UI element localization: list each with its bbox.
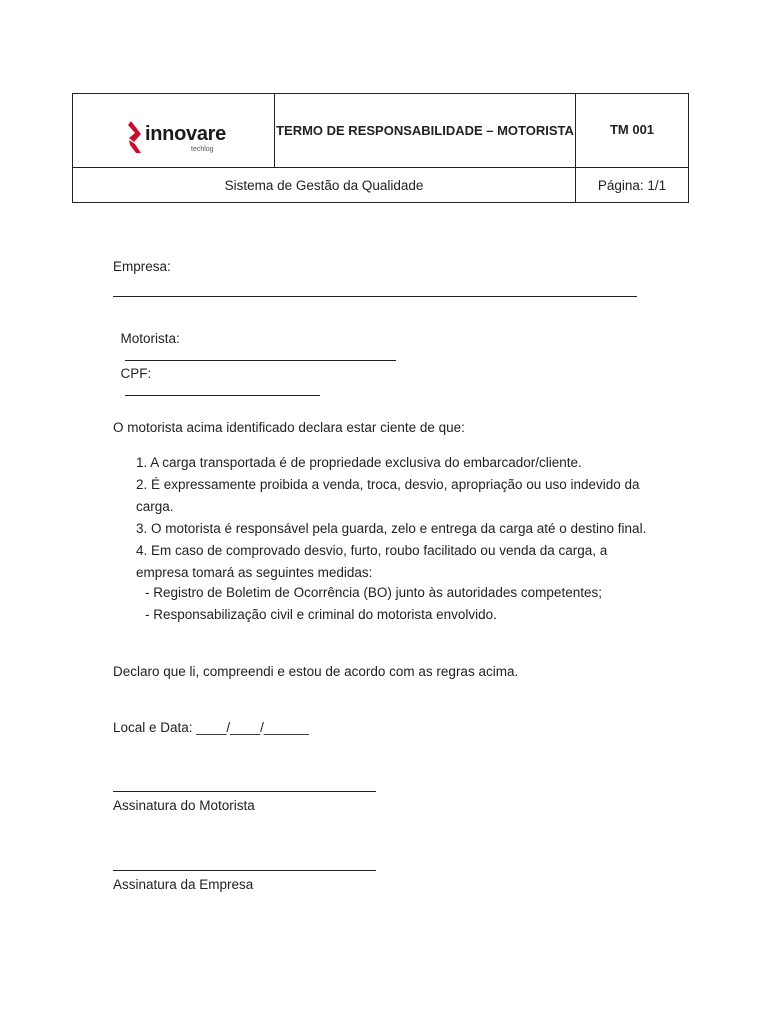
driver-signature-label: Assinatura do Motorista <box>113 798 255 813</box>
measure-item: - Responsabilização civil e criminal do motorista envolvido. <box>145 607 497 622</box>
list-item: 3. O motorista é responsável pela guarda, zelo e entrega da carga até o destino final. <box>136 521 647 536</box>
logo-cell <box>73 94 275 168</box>
page-number: Página: 1/1 <box>576 168 689 203</box>
document-code: TM 001 <box>576 94 689 168</box>
logo-subtext: techlog <box>191 146 214 153</box>
company-signature-line[interactable] <box>113 856 376 871</box>
quality-system-label: Sistema de Gestão da Qualidade <box>73 168 576 203</box>
empresa-label: Empresa: <box>113 259 171 274</box>
company-signature-label: Assinatura da Empresa <box>113 877 254 892</box>
driver-signature-line[interactable] <box>113 777 376 792</box>
measure-item: - Registro de Boletim de Ocorrência (BO) junto às autoridades competentes; <box>145 585 602 600</box>
intro-text: O motorista acima identificado declara estar ciente de que: <box>113 420 465 435</box>
empresa-field[interactable] <box>113 282 637 297</box>
list-item: 4. Em caso de comprovado desvio, furto, roubo facilitado ou venda da carga, a empresa tomará as seguintes medidas: <box>136 543 608 580</box>
cpf-field[interactable] <box>125 381 320 396</box>
list-item: 1. A carga transportada é de propriedade exclusiva do embarcador/cliente. <box>136 455 582 470</box>
list-item: 2. É expressamente proibida a venda, troca, desvio, apropriação ou uso indevido da carga. <box>136 477 640 514</box>
document-header <box>72 93 689 203</box>
declaration-text: Declaro que li, compreendi e estou de acordo com as regras acima. <box>113 664 519 679</box>
local-data-field[interactable]: Local e Data: ____/____/______ <box>113 720 309 735</box>
document-title: TERMO DE RESPONSABILIDADE – MOTORISTA <box>275 94 576 168</box>
motorista-label: Motorista: <box>120 331 180 346</box>
cpf-row <box>113 351 320 399</box>
cpf-label: CPF: <box>120 366 152 381</box>
logo-text: innovare <box>145 123 226 145</box>
company-logo <box>125 120 235 158</box>
logo-mark-icon <box>125 120 147 154</box>
